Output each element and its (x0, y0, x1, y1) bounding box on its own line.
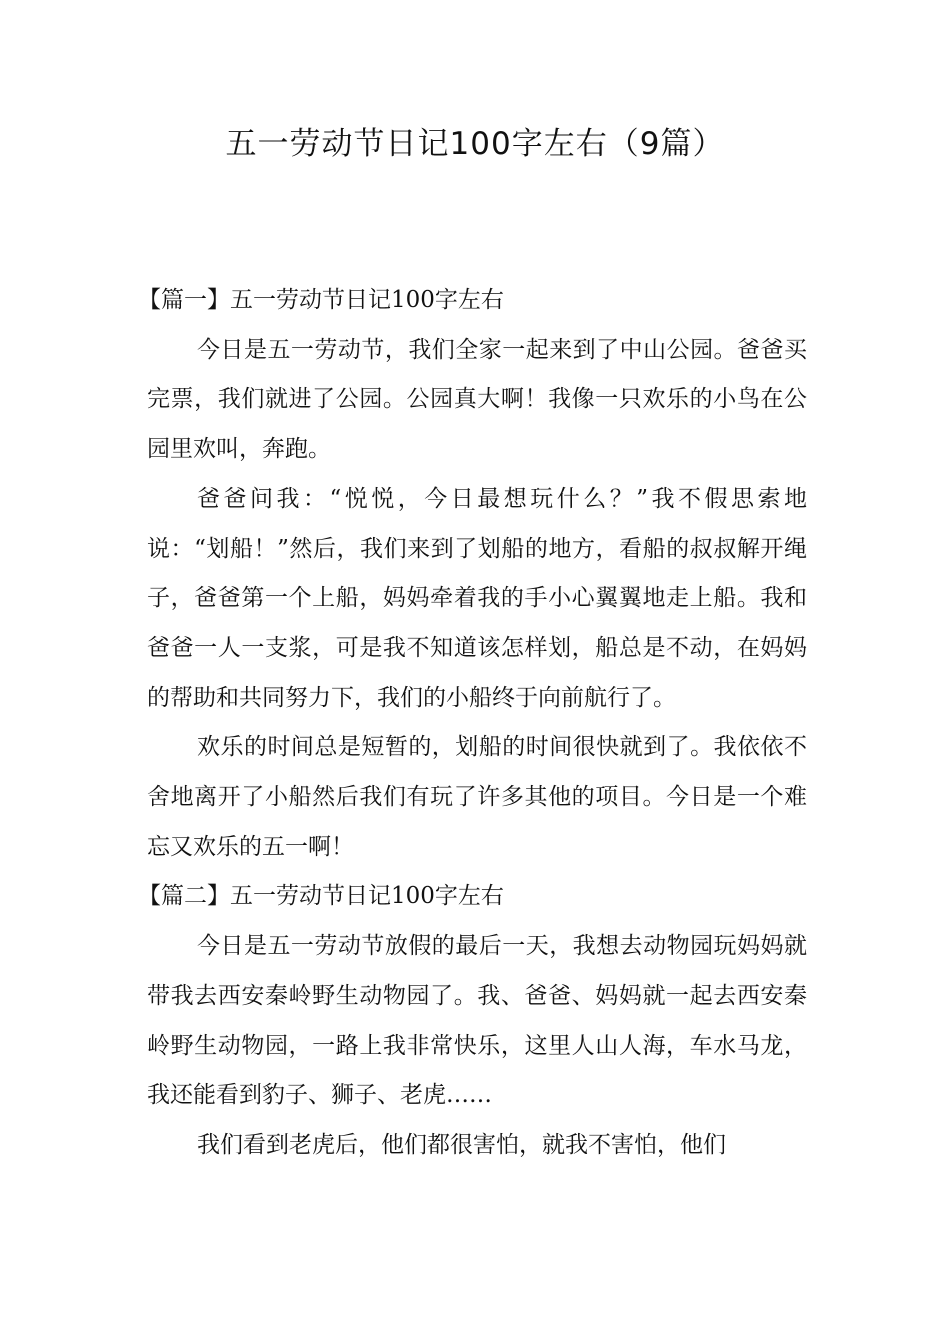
paragraph: 爸爸问我：“悦悦，今日最想玩什么？”我不假思索地说：“划船！”然后，我们来到了划船的地方，看船的叔叔解开绳子，爸爸第一个上船，妈妈牵着我的手小心翼翼地走上船。我和爸爸一人一支浆，可是我不知道该怎样划，船总是不动，在妈妈的帮助和共同努力下，我们的小船终于向前航行了。 (147, 485, 807, 711)
section-heading-1: 【篇一】五一劳动节日记100字左右 (138, 287, 504, 313)
document-title: 五一劳动节日记100字左右（9篇） (225, 126, 725, 162)
section-heading-2: 【篇二】五一劳动节日记100字左右 (138, 883, 504, 910)
paragraph: 今日是五一劳动节，我们全家一起来到了中山公园。爸爸买完票，我们就进了公园。公园真大啊！我像一只欢乐的小鸟在公园里欢叫，奔跑。 (147, 336, 807, 463)
paragraph: 今日是五一劳动节放假的最后一天，我想去动物园玩妈妈就带我去西安秦岭野生动物园了。我、爸爸、妈妈就一起去西安秦岭野生动物园，一路上我非常快乐，这里人山人海，车水马龙，我还能看到豹子、狮子、老虎…… (147, 933, 807, 1109)
paragraph: 欢乐的时间总是短暂的，划船的时间很快就到了。我依依不舍地离开了小船然后我们有玩了许多其他的项目。今日是一个难忘又欢乐的五一啊！ (147, 734, 807, 860)
document-body (138, 276, 807, 1171)
paragraph: 我们看到老虎后，他们都很害怕，就我不害怕，他们 (197, 1131, 726, 1158)
